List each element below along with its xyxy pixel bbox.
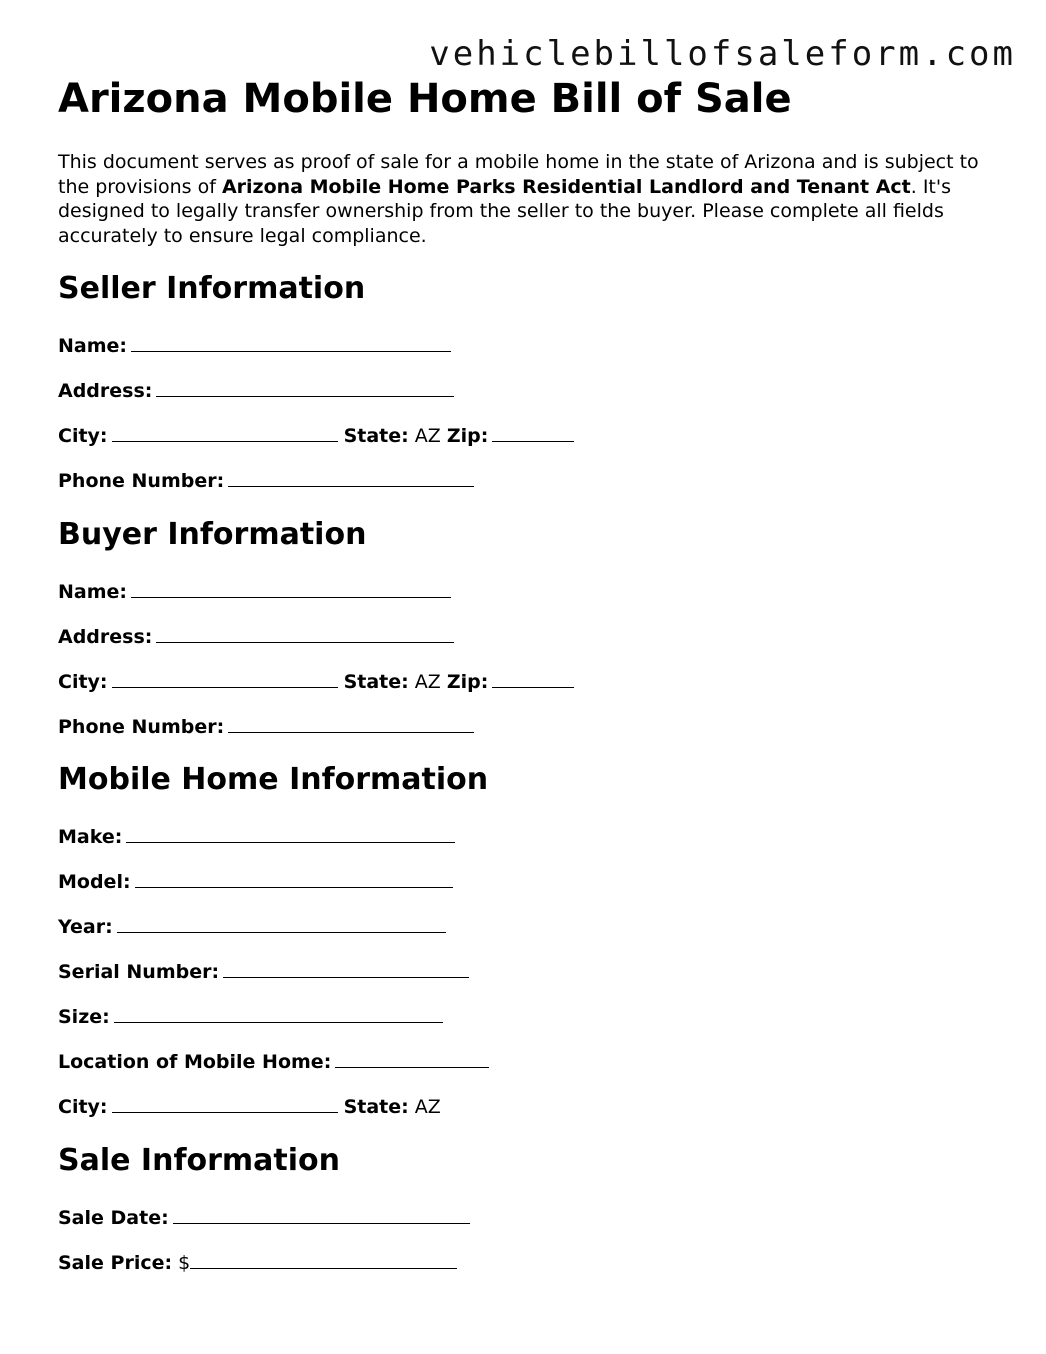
seller-zip-field[interactable] (492, 423, 574, 442)
seller-name-label: Name: (58, 335, 128, 357)
seller-address-label: Address: (58, 380, 153, 402)
home-size-label: Size: (58, 1006, 110, 1028)
home-location-label: Location of Mobile Home: (58, 1051, 332, 1073)
home-make-field[interactable] (126, 824, 455, 843)
home-model-field[interactable] (135, 869, 453, 888)
sale-price-label: Sale Price: (58, 1252, 173, 1274)
home-size-row (58, 1004, 443, 1029)
home-model-label: Model: (58, 871, 131, 893)
seller-phone-row (58, 468, 474, 493)
seller-phone-field[interactable] (228, 468, 474, 487)
buyer-address-label: Address: (58, 626, 153, 648)
buyer-name-field[interactable] (131, 579, 451, 598)
sale-heading: Sale Information (58, 1143, 340, 1178)
intro-paragraph (58, 150, 988, 248)
home-location-row (58, 1049, 489, 1074)
buyer-state-label: State: (343, 671, 409, 693)
buyer-address-row (58, 624, 454, 649)
buyer-phone-label: Phone Number: (58, 716, 225, 738)
intro-text-2: . It's designed to legally transfer ownership from the seller to the buyer. Please complete all fields accurately to ensure legal compliance. (58, 175, 952, 247)
buyer-city-label: City: (58, 671, 108, 693)
home-section (58, 762, 998, 1118)
page-title: Arizona Mobile Home Bill of Sale (58, 76, 792, 122)
seller-city-row (58, 423, 574, 448)
seller-name-field[interactable] (131, 333, 451, 352)
buyer-heading: Buyer Information (58, 517, 367, 552)
buyer-zip-field[interactable] (492, 669, 574, 688)
home-make-label: Make: (58, 826, 123, 848)
home-serial-field[interactable] (223, 959, 469, 978)
buyer-name-label: Name: (58, 581, 128, 603)
sale-date-label: Sale Date: (58, 1207, 169, 1229)
home-state-value: AZ (414, 1096, 441, 1118)
buyer-city-field[interactable] (112, 669, 338, 688)
sale-date-row (58, 1205, 470, 1230)
intro-text-1: This document serves as proof of sale for a mobile home in the state of Arizona and is subject to the provisions of (58, 151, 979, 198)
sale-price-field[interactable] (190, 1250, 457, 1269)
buyer-state-value: AZ (414, 671, 441, 693)
buyer-name-row (58, 579, 451, 604)
seller-heading: Seller Information (58, 271, 366, 306)
seller-section (58, 271, 998, 492)
watermark: vehiclebillofsaleform.com (429, 34, 1016, 74)
seller-city-label: City: (58, 425, 108, 447)
home-serial-label: Serial Number: (58, 961, 220, 983)
currency-symbol: $ (178, 1252, 191, 1274)
sale-price-row (58, 1250, 457, 1275)
home-city-field[interactable] (112, 1094, 338, 1113)
home-city-row (58, 1094, 441, 1119)
intro-act-name: Arizona Mobile Home Parks Residential Landlord and Tenant Act (221, 175, 911, 198)
home-location-field[interactable] (335, 1049, 489, 1068)
buyer-phone-row (58, 714, 474, 739)
home-heading: Mobile Home Information (58, 762, 489, 797)
sale-section (58, 1143, 998, 1274)
seller-zip-label: Zip: (446, 425, 489, 447)
home-size-field[interactable] (114, 1004, 443, 1023)
buyer-city-row (58, 669, 574, 694)
home-year-field[interactable] (117, 914, 446, 933)
seller-phone-label: Phone Number: (58, 470, 225, 492)
buyer-zip-label: Zip: (446, 671, 489, 693)
document (58, 74, 998, 1274)
home-model-row (58, 869, 453, 894)
buyer-section (58, 517, 998, 738)
seller-city-field[interactable] (112, 423, 338, 442)
seller-name-row (58, 333, 451, 358)
seller-address-row (58, 378, 454, 403)
sale-date-field[interactable] (173, 1205, 470, 1224)
seller-state-label: State: (343, 425, 409, 447)
home-make-row (58, 824, 455, 849)
buyer-address-field[interactable] (156, 624, 454, 643)
home-serial-row (58, 959, 469, 984)
seller-state-value: AZ (414, 425, 441, 447)
home-city-label: City: (58, 1096, 108, 1118)
home-year-label: Year: (58, 916, 113, 938)
buyer-phone-field[interactable] (228, 714, 474, 733)
home-state-label: State: (343, 1096, 409, 1118)
home-year-row (58, 914, 446, 939)
seller-address-field[interactable] (156, 378, 454, 397)
